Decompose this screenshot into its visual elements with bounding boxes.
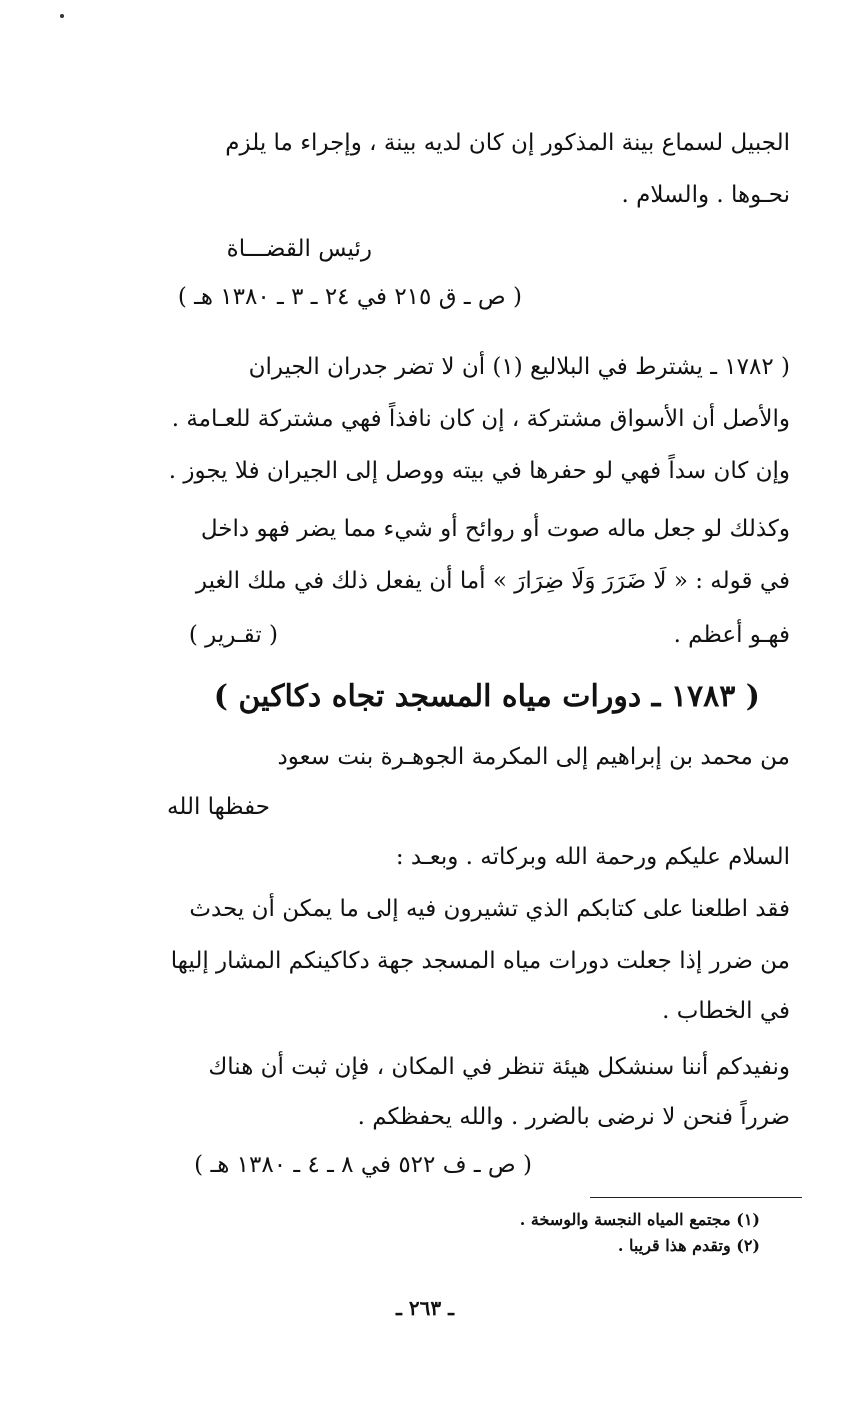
body-line-6: والأصل أن الأسواق مشتركة ، إن كان نافذاً فهي مشتركة للعـامة . <box>171 406 790 432</box>
body-line-10: فهـو أعظم . <box>673 622 790 648</box>
body-line-15: من ضرر إذا جعلت دورات مياه المسجد جهة دكاكينكم المشار إليها <box>170 948 790 974</box>
footnote-1: (١) مجتمع المياه النجسة والوسخة . <box>519 1210 760 1229</box>
body-line-16: في الخطاب . <box>662 998 790 1024</box>
body-line-11: من محمد بن إبراهيم إلى المكرمة الجوهـرة بنت سعود <box>277 744 790 770</box>
body-line-14: فقد اطلعنا على كتابكم الذي تشيرون فيه إلى ما يمكن أن يحدث <box>189 896 790 922</box>
body-line-13: السلام عليكم ورحمة الله وبركاته . وبعـد : <box>395 844 790 870</box>
body-line-8: وكذلك لو جعل ماله صوت أو روائح أو شيء مما يضر فهو داخل <box>200 516 790 542</box>
body-line-2: نحـوها . والسلام . <box>621 182 790 208</box>
source-note: ( تقـرير ) <box>188 622 278 648</box>
footnote-separator <box>590 1197 802 1198</box>
footnote-2: (٢) وتقدم هذا قريبا . <box>617 1236 760 1255</box>
body-line-12: حفظها الله <box>167 794 270 820</box>
reference-2: ( ص ـ ف ٥٢٢ في ٨ ـ ٤ ـ ١٣٨٠ هـ ) <box>194 1152 532 1178</box>
body-line-18: ضرراً فنحن لا نرضى بالضرر . والله يحفظكم . <box>357 1104 790 1130</box>
body-line-17: ونفيدكم أننا سنشكل هيئة تنظر في المكان ، فإن ثبت أن هناك <box>208 1054 790 1080</box>
body-line-9: في قوله : « لَا ضَرَرَ وَلَا ضِرَارَ » أما أن يفعل ذلك في ملك الغير <box>195 568 790 594</box>
signature-title: رئيس القضـــاة <box>226 236 372 262</box>
page-number: ـ ٢٦٣ ـ <box>396 1296 454 1320</box>
scan-speck <box>60 14 64 18</box>
body-line-7: وإن كان سداً فهي لو حفرها في بيته ووصل إلى الجيران فلا يجوز . <box>168 458 790 484</box>
section-heading: ( ١٧٨٣ ـ دورات مياه المسجد تجاه دكاكين ) <box>213 679 760 714</box>
reference-1: ( ص ـ ق ٢١٥ في ٢٤ ـ ٣ ـ ١٣٨٠ هـ ) <box>177 284 522 310</box>
body-line-5: ( ١٧٨٢ ـ يشترط في البلاليع (١) أن لا تضر جدران الجيران <box>248 354 790 380</box>
body-line-1: الجبيل لسماع بينة المذكور إن كان لديه بينة ، وإجراء ما يلزم <box>225 130 790 156</box>
